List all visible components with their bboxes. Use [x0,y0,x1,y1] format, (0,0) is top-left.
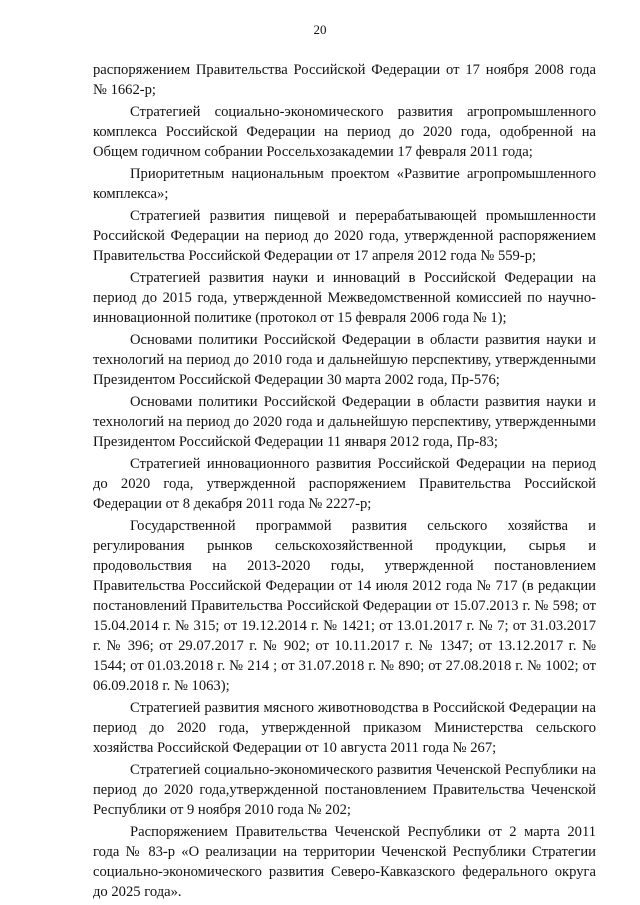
paragraph: Стратегией инновационного развития Российской Федерации на период до 2020 года, утвержденной распоряжением Правительства Российской Федерации от 8 декабря 2011 года № 2227-р; [93,456,596,512]
paragraph: Государственной программой развития сельского хозяйства и регулирования рынков сельскохозяйственной продукции, сырья и продовольствия на 2013-2020 годы, утвержденной постановлением Правительства Российской Федерации от 14 июля 2012 года № 717 (в редакции постановлений Правительства Российской Федерации от 15.07.2013 г. № 598; от 15.04.2014 г. № 315; от 19.12.2014 г. № 1421; от 13.01.2017 г. № 7; от 31.03.2017 г. № 396; от 29.07.2017 г. № 902; от 10.11.2017 г. № 1347; от 13.12.2017 г. № 1544; от 01.03.2018 г. № 214 ; от 31.07.2018 г. № 890; от 27.08.2018 г. № 1002; от 06.09.2018 г. № 1063); [93,518,596,694]
page-number: 20 [313,22,327,37]
document-body [93,60,596,904]
paragraph: Стратегией развития пищевой и перерабатывающей промышленности Российской Федерации на период до 2020 года, утвержденной распоряжением Правительства Российской Федерации от 17 апреля 2012 года № 559-р; [93,208,596,264]
paragraph: Основами политики Российской Федерации в области развития науки и технологий на период до 2010 года и дальнейшую перспективу, утвержденными Президентом Российской Федерации 30 марта 2002 года, Пр-576; [93,332,596,388]
paragraph: Основами политики Российской Федерации в области развития науки и технологий на период до 2020 года и дальнейшую перспективу, утвержденными Президентом Российской Федерации 11 января 2012 года, Пр-83; [93,394,596,450]
paragraph: Стратегией развития науки и инноваций в Российской Федерации на период до 2015 года, утвержденной Межведомственной комиссией по научно-инновационной политике (протокол от 15 февраля 2006 года № 1); [93,270,596,326]
paragraph: Приоритетным национальным проектом «Развитие агропромышленного комплекса»; [93,166,596,202]
paragraph: Стратегией социально-экономического развития Чеченской Республики на период до 2020 года,утвержденной постановлением Правительства Чеченской Республики от 9 ноября 2010 года № 202; [93,762,596,818]
paragraph: Распоряжением Правительства Чеченской Республики от 2 марта 2011 года № 83-р «О реализации на территории Чеченской Республики Стратегии социально-экономического развития Северо-Кавказского федерального округа до 2025 года». [93,824,596,900]
paragraph: Стратегией развития мясного животноводства в Российской Федерации на период до 2020 года, утвержденной приказом Министерства сельского хозяйства Российской Федерации от 10 августа 2011 года № 267; [93,700,596,756]
paragraph: распоряжением Правительства Российской Федерации от 17 ноября 2008 года № 1662-р; [93,62,596,98]
paragraph: Стратегией социально-экономического развития агропромышленного комплекса Российской Федерации на период до 2020 года, одобренной на Общем годичном собрании Россельхозакадемии 17 февраля 2011 года; [93,104,596,160]
